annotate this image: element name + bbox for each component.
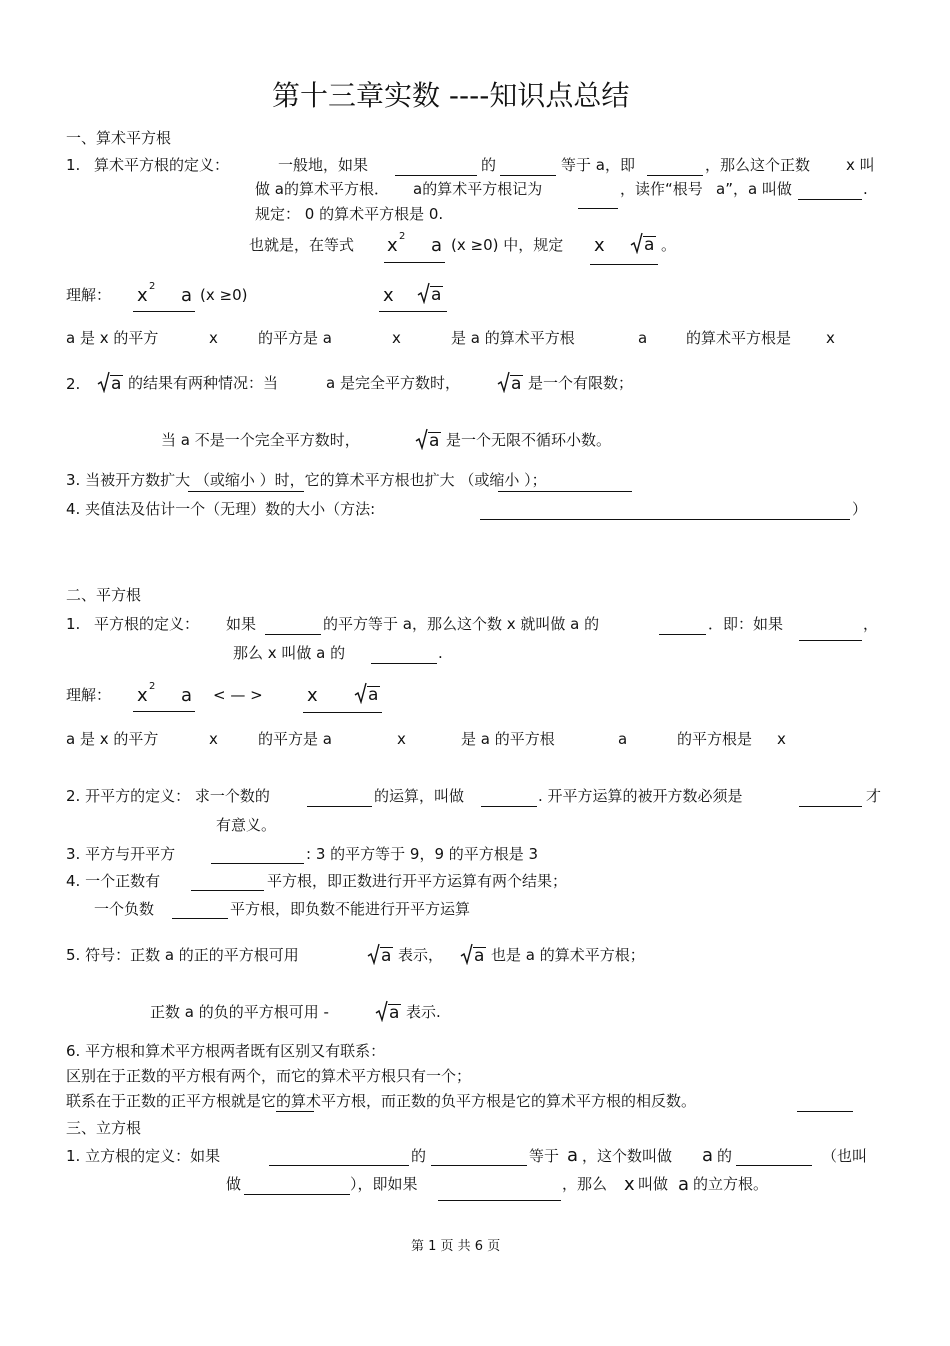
text: （也叫 [822,1147,868,1165]
blank [438,1200,561,1201]
underline [188,491,304,492]
text: 做 a的算术平方根． [255,180,389,198]
text: ．即：如果 [708,615,784,633]
text: 是一个无限不循环小数。 [446,431,612,449]
text: 是 a 的算术平方根 [451,329,575,347]
text: 的 [481,156,497,174]
equation-underline [133,711,195,712]
text: 的结果有两种情况：当 [128,374,279,392]
blank [191,890,264,891]
text: (x ≥0) [200,286,248,304]
blank [269,1165,409,1166]
text: 4. 一个正数有 [66,872,161,890]
math-x: x [307,685,318,706]
radicand: a [381,946,392,966]
radicand: a [431,285,442,305]
blank [797,1111,853,1112]
item-number: 1. [66,156,81,174]
text: ， [863,615,879,633]
blank [480,519,850,520]
blank [371,663,437,664]
text: ），即如果 [350,1175,418,1193]
text: x [777,730,786,748]
math-a: a [431,235,443,256]
text: 是 a 的平方根 [461,730,555,748]
superscript: 2 [149,681,156,692]
superscript: 2 [399,231,406,242]
text: 表示， [398,946,444,964]
blank [395,175,477,176]
math-a: a [181,685,193,706]
sqrt-symbol [460,943,486,965]
sqrt-symbol [630,232,656,254]
text: x [392,329,401,347]
text: a”，a 叫做 [716,180,792,198]
blank [578,208,618,209]
equation-underline [590,264,658,265]
radicand: a [511,374,522,394]
text: a 是 x 的平方 [66,730,159,748]
sqrt-symbol [367,943,393,965]
math-x: x [137,685,148,706]
text: 的 [411,1147,427,1165]
blank [307,806,372,807]
text: ，那么 [562,1175,608,1193]
math-a: a [181,285,193,306]
understand-label: 理解： [66,686,112,704]
superscript: 2 [149,281,156,292]
equation-underline [384,262,445,263]
text: a 是完全平方数时， [326,374,460,392]
radicand: a [389,1003,400,1023]
text: 的平方根是 [677,730,753,748]
text: x [397,730,406,748]
text: (x ≥0) 中，规定 [451,236,564,254]
text: 3. 平方与开平方 [66,845,176,863]
text: a [618,730,628,748]
definition-label: 平方根的定义： [94,615,200,633]
math-a: a [702,1145,714,1166]
text: 等于 a，即 [561,156,635,174]
text: 1. 立方根的定义：如果 [66,1147,221,1165]
understand-label: 理解： [66,286,112,304]
radicand: a [474,946,485,966]
text: 是一个有限数； [528,374,634,392]
text: 的运算，叫做 [374,787,465,805]
math-x: x [624,1174,635,1195]
text: 也就是，在等式 [249,236,355,254]
text: 5. 符号：正数 a 的正的平方根可用 [66,946,299,964]
blank [799,806,862,807]
text: 正数 a 的负的平方根可用 - [150,1003,329,1021]
blank [244,1194,350,1195]
blank [500,175,556,176]
radicand: a [111,374,122,394]
text: x [826,329,835,347]
text: 的算术平方根是 [686,329,792,347]
sqrt-symbol [417,282,443,304]
item-number: 2. [66,375,81,393]
text: 等于 [529,1147,560,1165]
text: 表示. [406,1003,441,1021]
blank [659,634,706,635]
text: 规定： 0 的算术平方根是 0. [255,205,444,223]
text: 的平方是 a [258,730,332,748]
radicand: a [429,431,440,451]
sqrt-symbol [354,682,380,704]
underline [276,1111,314,1112]
page-footer: 第 1 页 共 6 页 [411,1239,501,1254]
blank [265,634,321,635]
text: 如果 [226,615,257,633]
text: 的平方等于 a，那么这个数 x 就叫做 a 的 [323,615,600,633]
text: ） [852,500,868,518]
sqrt-symbol [497,371,523,393]
blank [431,1165,527,1166]
text: 3. 当被开方数扩大 （或缩小 ）时，它的算术平方根也扩大 （或缩小 ）； [66,471,547,489]
text: 一个负数 [94,900,155,918]
text: ，读作“根号 [620,180,703,198]
text: . 开平方运算的被开方数必须是 [538,787,743,805]
text: 平方根，即正数进行开平方运算有两个结果； [267,872,568,890]
sqrt-symbol [375,1000,401,1022]
sqrt-symbol [415,428,441,450]
text: . [863,180,868,198]
text: 的 [717,1147,733,1165]
item-number: 1. [66,615,81,633]
math-a: a [567,1145,579,1166]
sqrt-symbol [97,371,123,393]
math-x: x [383,285,394,306]
text: 区别在于正数的平方根有两个，而它的算术平方根只有一个； [66,1067,472,1085]
blank [798,199,862,200]
text: ，这个数叫做 [582,1147,673,1165]
text: 才 [866,787,882,805]
text: 的立方根。 [693,1175,769,1193]
text: 2. 开平方的定义： 求一个数的 [66,787,270,805]
text: 4. 夹值法及估计一个（无理）数的大小（方法: [66,500,376,518]
blank [481,806,537,807]
text: 一般地，如果 [278,156,369,174]
equation-underline [303,712,382,713]
blank [172,918,228,919]
text: x [209,730,218,748]
text: 那么 x 叫做 a 的 [233,644,346,662]
blank [799,640,862,641]
text: a 是 x 的平方 [66,329,159,347]
equation-underline [379,311,447,312]
blank [211,863,304,864]
blank [647,175,703,176]
math-x: x [594,235,605,256]
text: a [638,329,648,347]
blank [736,1165,812,1166]
equation-underline [133,311,195,312]
math-a: a [678,1174,690,1195]
text: 当 a 不是一个完全平方数时， [161,431,360,449]
definition-label: 算术平方根的定义： [94,156,230,174]
page-title: 第十三章实数 ----知识点总结 [272,79,630,112]
text: : 3 的平方等于 9，9 的平方根是 3 [306,845,539,863]
text: 。 [661,236,677,254]
text: 6. 平方根和算术平方根两者既有区别又有联系： [66,1042,386,1060]
text: x [209,329,218,347]
text: 的平方是 a [258,329,332,347]
math-x: x [387,235,398,256]
radicand: a [368,685,379,705]
arrow: < — > [213,686,263,704]
section-heading-3: 三、立方根 [66,1119,142,1137]
section-heading-1: 一、算术平方根 [66,129,172,147]
text: 做 [226,1175,242,1193]
text: 联系在于正数的正平方根就是它的算术平方根，而正数的负平方根是它的算术平方根的相反数。 [66,1092,697,1110]
text: ，那么这个正数 [705,156,811,174]
text: 叫做 [638,1175,669,1193]
radicand: a [644,235,655,255]
text: . [438,644,443,662]
text: x 叫 [846,156,875,174]
math-x: x [137,285,148,306]
text: 也是 a 的算术平方根； [491,946,645,964]
underline [498,491,632,492]
section-heading-2: 二、平方根 [66,586,142,604]
text: 平方根，即负数不能进行开平方运算 [230,900,471,918]
text: a的算术平方根记为 [413,180,543,198]
text: 有意义。 [216,816,277,834]
